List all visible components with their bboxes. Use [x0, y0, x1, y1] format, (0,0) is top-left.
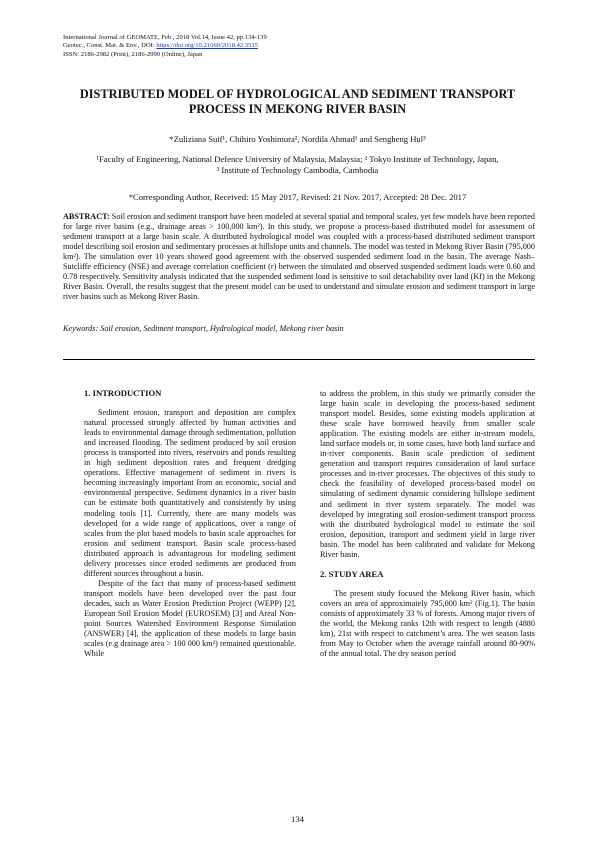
abstract-text: Soil erosion and sediment transport have been modeled at several spatial and temporal scales, yet few models have been reported for large river basins (e.g., drainage areas > 100,000 km²). In this study, we propose a process-based distributed model for assessment of sediment transport at a large basin scale. A distributed hydrological model was coupled with a process-based distributed sediment transport model describing soil erosion and sedimentary processes at hillslope units and channels. The model was tested in Mekong River Basin (795,000 km²). The simulation over 10 years showed good agreement with the observed suspended sediment load in the basin. The average Nash–Sutcliffe efficiency (NSE) and average correlation coefficient (r) between the simulated and observed suspended sediment loads were 0.60 and 0.78 respectively. Sensitivity analysis indicated that the suspended sediment load is sensitive to soil detachability over land (Kf) in the Mekong River Basin. Overall, the results suggest that the present model can be used to understand and simulate erosion and sediment transport in large river basins such as Mekong River Basin.	[63, 212, 535, 302]
introduction-paragraph-2: Despite of the fact that many of process-based sediment transport models have been developed over the past four decades, such as Water Erosion Prediction Project (WEPP) [2], European Soil Erosion Model (EUROSEM) [3] and Areal Non-point Sources Watershed Environment Response Simulation (ANSWER) [4], the application of these models to large basin scales (e.g drainage area > 100 000 km²) remained questionable. While	[84, 578, 296, 659]
abstract	[63, 212, 535, 302]
introduction-paragraph-1: Sediment erosion, transport and deposition are complex natural processed strongly affected by human activities and leads to environmental damage through sedimentation, pollution and increased flooding. The sediment produced by soil erosion process is transported into rivers, reservoirs and ponds resulting in high sediment deposition rates and frequent dredging operations. Effective management of sediment in rivers is becoming increasingly important from an economic, social and environmental perspective. Sediment dynamics in a river basin can be estimate both quantitatively and consistently by using modeling tools [1]. Currently, there are many models was developed for a wide range of applications, over a range of scales from the plot based models to basin scale approaches for erosion and sediment transport. Basin scale process-based distributed approach is advantageous for modeling sediment delivery processes since eroded sediments are produced from different sources throughout a basin.	[84, 408, 296, 578]
section-divider	[63, 359, 535, 360]
doi-link[interactable]: https://doi.org/10.21660/2018.42.3515	[156, 42, 259, 50]
header-issn-line: ISSN: 2186-2982 (Print), 2186-2990 (Online), Japan	[63, 50, 203, 58]
header-doi-line	[63, 42, 267, 50]
study-area-heading: 2. STUDY AREA	[320, 568, 384, 579]
header-doi-prefix: Geotec., Const. Mat. & Env., DOI:	[63, 42, 157, 50]
introduction-paragraph-3: to address the problem, in this study we primarily consider the large basin scale in developing the process-based sediment transport model. Besides, some existing models application at these scale have borrowed heavily from smaller scale application. The existing models are either in-stream models, land surface models or, in some cases, have both land surface and in-river components. Basin scale prediction of sediment generation and transport requires consideration of land surface processes and in-river processes. The objectives of this study to check the feasibility of developed process-based model on simulating of sediment dynamic considering hillslope sediment and sediment in river system separately. The model was developed by integrating soil erosion-sediment transport process with the distributed hydrological model to estimate the soil erosion, deposition, transport and sediment yield in large river basin. The model has been calibrated and validate for Mekong River basin.	[320, 389, 535, 559]
correspondence-dates: *Corresponding Author, Received: 15 May 2017, Revised: 21 Nov. 2017, Accepted: 28 Dec. 2017	[128, 192, 467, 202]
study-area-paragraph-1: The present study focused the Mekong River basin, which covers an area of approximately 795,000 km² (Fig.1). The basin consists of approximately 33 % of forests. Among major rivers of the world, the Mekong ranks 12th with respect to length (4880 km), 21st with respect to catchment’s area. The wet season lasts from May to October when the average rainfall around 80-90% of the annual total. The dry season period	[320, 588, 535, 659]
author-list: *Zuliziana Suif¹, Chihiro Yoshimura², Nordila Ahmad¹ and Sengheng Hul³	[169, 134, 426, 144]
abstract-label: ABSTRACT:	[63, 212, 110, 221]
left-column	[84, 388, 296, 659]
right-column	[320, 389, 535, 659]
affiliations: ¹Faculty of Engineering, National Defence University of Malaysia, Malaysia; ² Tokyo Institute of Technology, Japan, ³ Institute of Technology Cambodia, Cambodia	[96, 154, 499, 175]
keywords: Keywords: Soil erosion, Sediment transport, Hydrological model, Mekong river basin	[63, 324, 344, 333]
page-number: 134	[291, 814, 304, 824]
introduction-heading: 1. INTRODUCTION	[84, 388, 162, 398]
journal-header	[63, 34, 267, 59]
header-journal-line: International Journal of GEOMATE, Feb., 2018 Vol.14, Issue 42, pp.134-139	[63, 34, 267, 41]
paper-title: DISTRIBUTED MODEL OF HYDROLOGICAL AND SEDIMENT TRANSPORT PROCESS IN MEKONG RIVER BASIN	[79, 87, 516, 116]
